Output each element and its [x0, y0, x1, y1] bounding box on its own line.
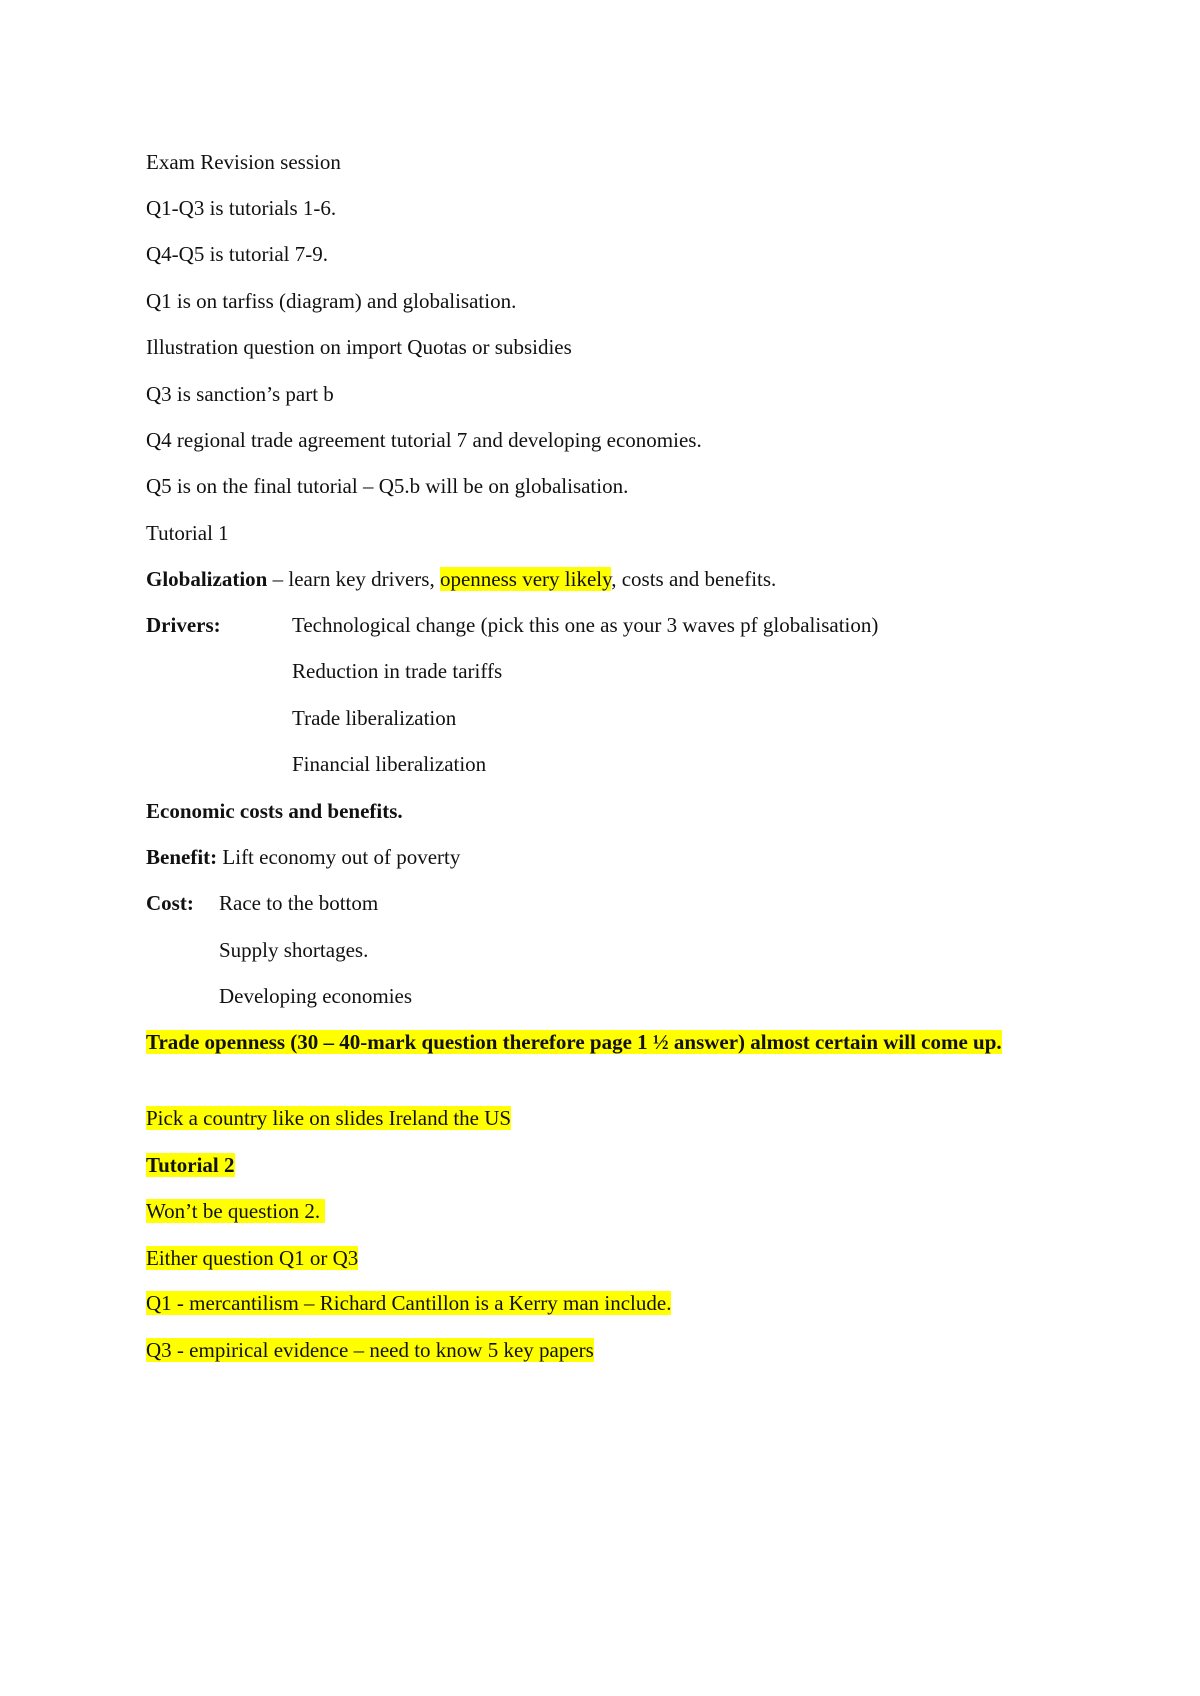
driver-item: Technological change (pick this one as your 3 waves pf globalisation)	[292, 613, 879, 637]
cost-item: Developing economies	[219, 984, 413, 1008]
doc-line: Illustration question on import Quotas or subsidies	[146, 335, 572, 359]
cost-item: Supply shortages.	[219, 938, 369, 962]
doc-line: Q1-Q3 is tutorials 1-6.	[146, 196, 337, 220]
highlighted-text: Either question Q1 or Q3	[146, 1246, 359, 1270]
cost-label: Cost:	[146, 891, 194, 915]
doc-line: Q3 is sanction’s part b	[146, 382, 334, 406]
benefit-line	[146, 844, 460, 870]
benefit-label: Benefit:	[146, 845, 218, 869]
doc-line	[146, 1105, 511, 1131]
doc-line: Tutorial 1	[146, 521, 229, 545]
doc-line: Q5 is on the final tutorial – Q5.b will be on globalisation.	[146, 474, 629, 498]
globalization-text: – learn key drivers,	[267, 567, 440, 591]
doc-title: Exam Revision session	[146, 150, 341, 174]
highlighted-text: Q1 - mercantilism – Richard Cantillon is a Kerry man include.	[146, 1291, 672, 1315]
highlighted-text: Q3 - empirical evidence – need to know 5 key papers	[146, 1338, 594, 1362]
highlighted-text: openness very likely	[439, 567, 612, 591]
globalization-text: , costs and benefits.	[611, 567, 777, 591]
trade-openness-note	[146, 1028, 1066, 1057]
econ-heading: Economic costs and benefits.	[146, 799, 403, 823]
driver-item: Trade liberalization	[292, 706, 457, 730]
doc-line: Q1 is on tarfiss (diagram) and globalisation.	[146, 289, 517, 313]
tutorial-2-heading	[146, 1152, 235, 1178]
highlighted-text: Pick a country like on slides Ireland the US	[146, 1106, 512, 1130]
highlighted-text: Trade openness (30 – 40-mark question therefore page 1 ½ answer) almost certain will come up.	[146, 1030, 1002, 1054]
doc-line	[146, 1245, 358, 1271]
doc-line: Q4-Q5 is tutorial 7-9.	[146, 242, 328, 266]
doc-line: Q4 regional trade agreement tutorial 7 and developing economies.	[146, 428, 702, 452]
doc-line	[146, 1337, 594, 1363]
driver-item: Financial liberalization	[292, 752, 487, 776]
cost-item: Race to the bottom	[219, 891, 379, 915]
doc-line	[146, 1198, 325, 1224]
benefit-text: Lift economy out of poverty	[217, 845, 461, 869]
driver-item: Reduction in trade tariffs	[292, 659, 503, 683]
globalization-label: Globalization	[146, 567, 268, 591]
highlighted-text: Tutorial 2	[146, 1153, 235, 1177]
doc-line	[146, 1290, 671, 1316]
globalization-line	[146, 566, 776, 592]
highlighted-text: Won’t be question 2.	[146, 1199, 326, 1223]
drivers-label: Drivers:	[146, 613, 221, 637]
